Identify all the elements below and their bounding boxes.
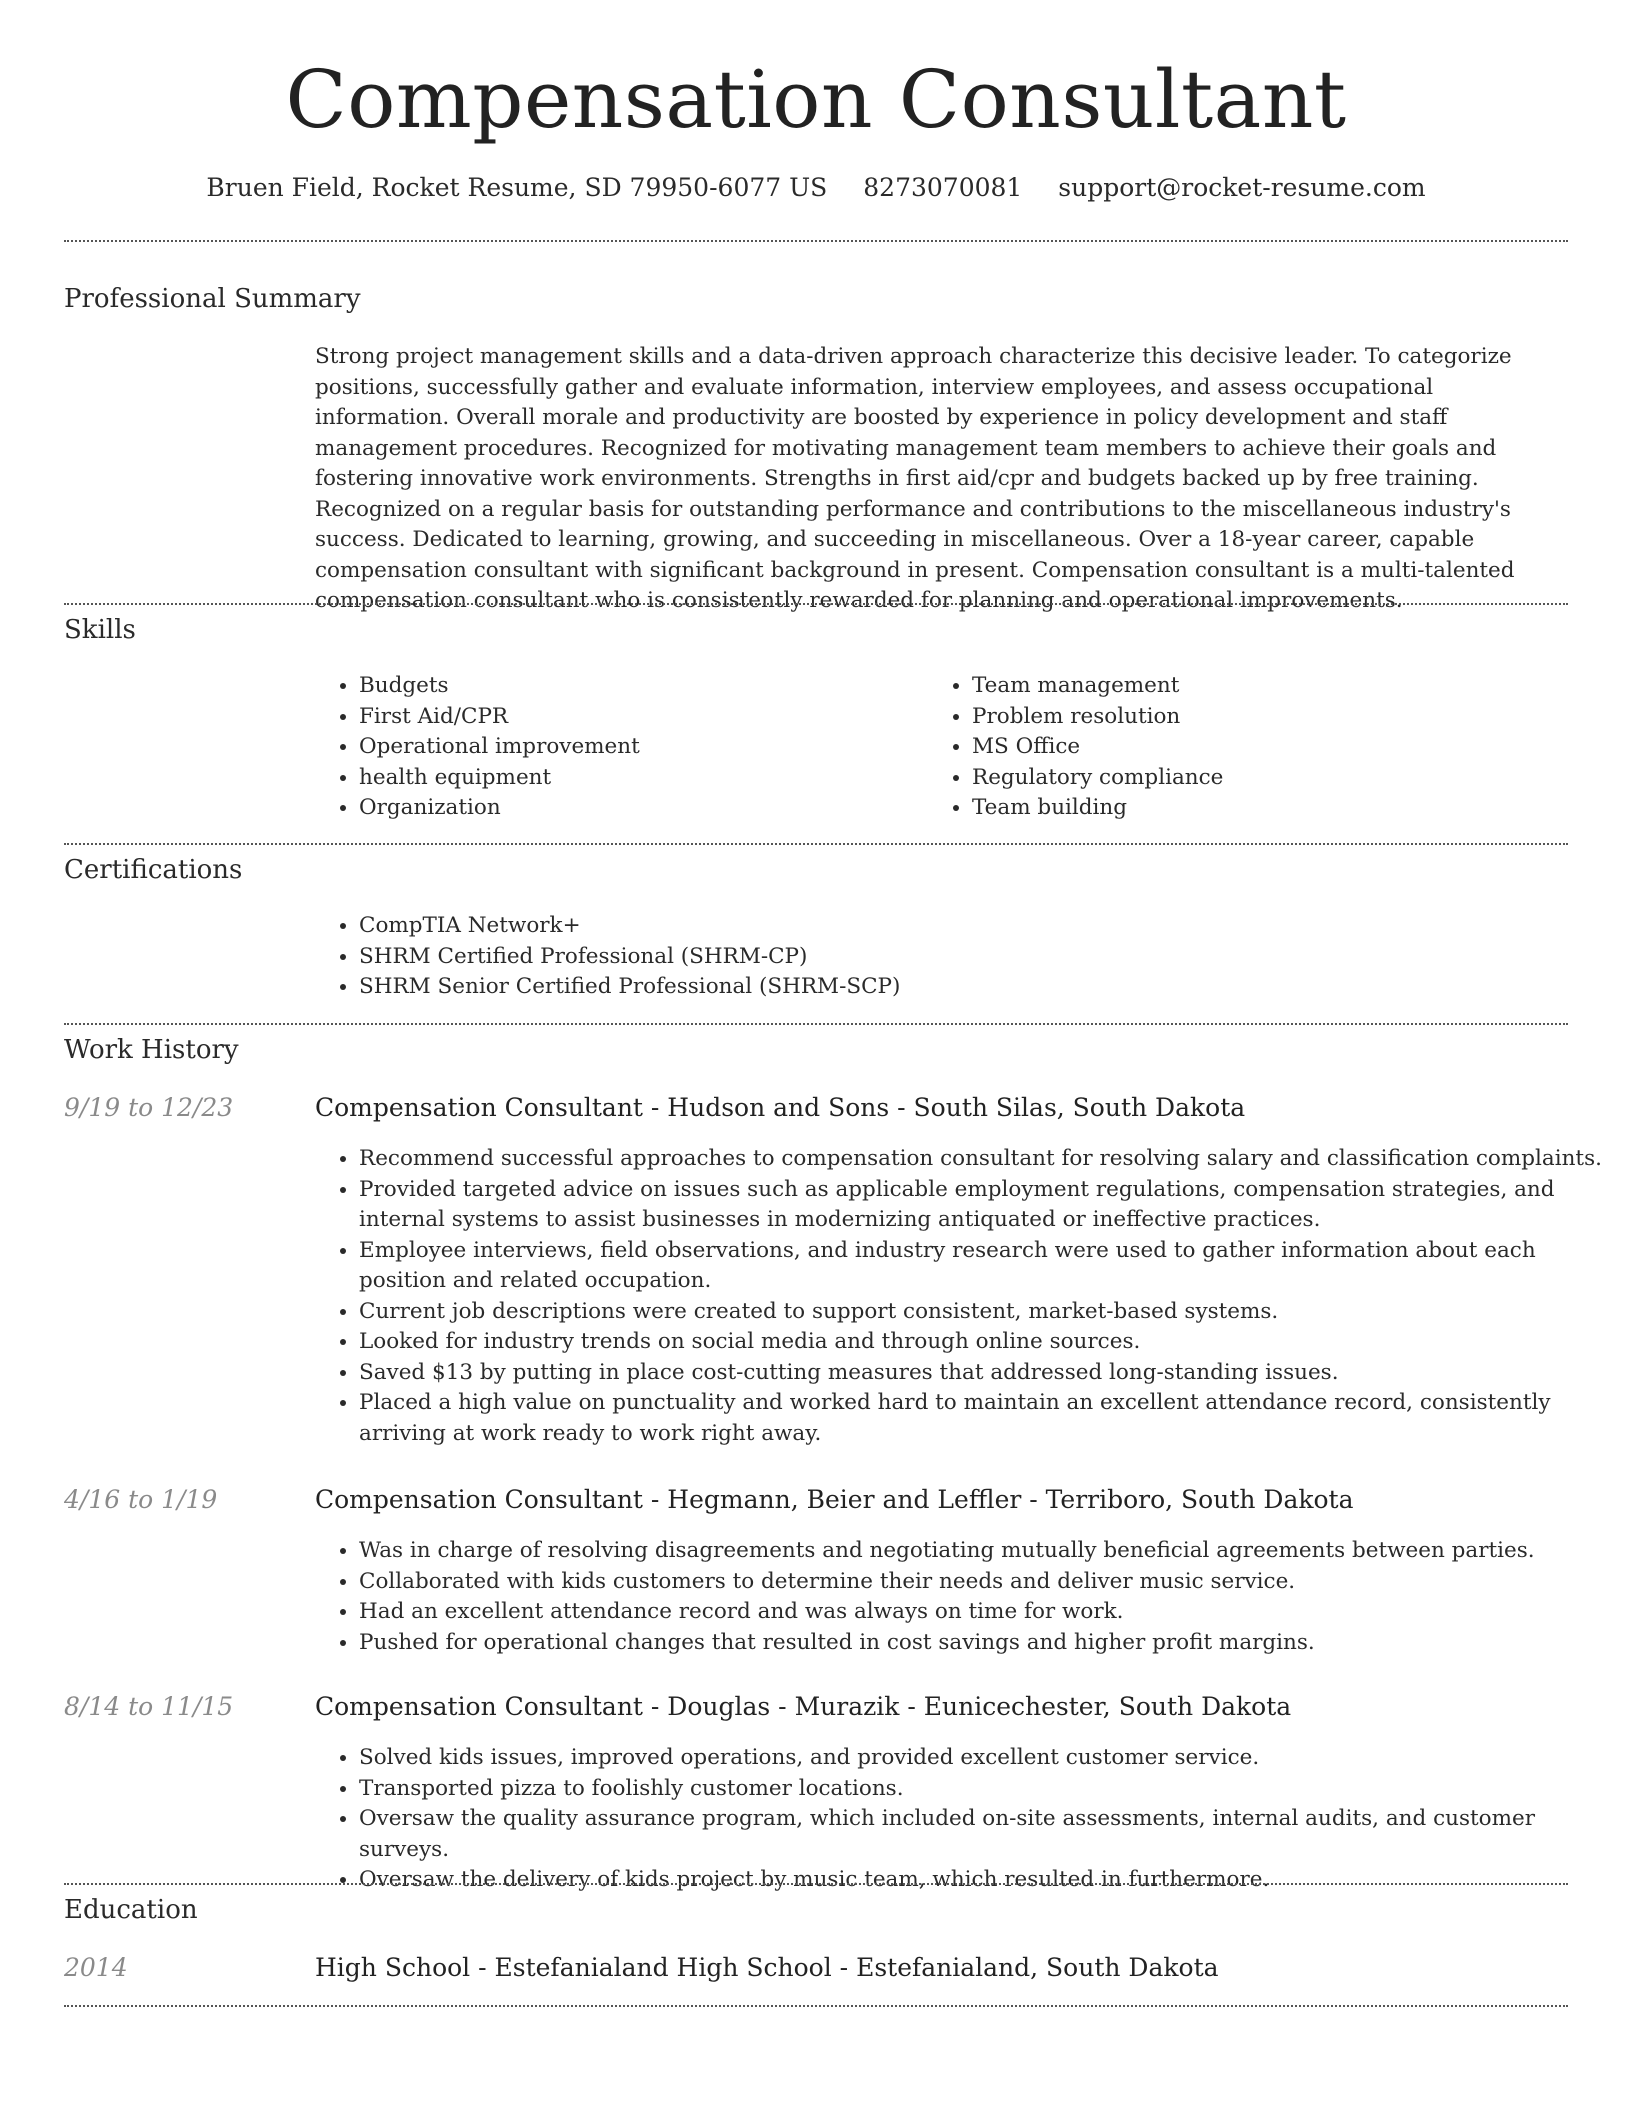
certifications-title: Certifications <box>64 855 243 885</box>
section-divider <box>64 843 1568 845</box>
skill-item: • MS Office <box>972 732 1572 763</box>
job-heading: Compensation Consultant - Hegmann, Beier and Leffler - Terriboro, South Dakota <box>315 1485 1354 1514</box>
job-dates: 9/19 to 12/23 <box>64 1093 234 1122</box>
skill-item: • First Aid/CPR <box>359 702 929 733</box>
job-bullets <box>315 1144 1615 1449</box>
skill-item: • Regulatory compliance <box>972 763 1572 794</box>
contact-email: support@rocket-resume.com <box>1058 173 1426 202</box>
skill-item: • Organization <box>359 793 929 824</box>
job-bullet: • Recommend successful approaches to compensation consultant for resolving salary and classification complaints. <box>359 1144 1615 1175</box>
certification-item: • CompTIA Network+ <box>359 911 1559 942</box>
contact-address: Bruen Field, Rocket Resume, SD 79950-6077 US <box>206 173 828 202</box>
certifications-list <box>315 911 1559 1003</box>
job-bullet: • Employee interviews, field observations, and industry research were used to gather information about each position and related occupation. <box>359 1236 1615 1297</box>
education-year: 2014 <box>64 1953 128 1982</box>
contact-phone: 8273070081 <box>863 173 1023 202</box>
job-dates: 8/14 to 11/15 <box>64 1692 234 1721</box>
summary-title: Professional Summary <box>64 284 361 314</box>
section-divider <box>64 2005 1568 2007</box>
skills-list-left <box>315 671 929 824</box>
education-title: Education <box>64 1895 198 1925</box>
job-bullet: • Collaborated with kids customers to determine their needs and deliver music service. <box>359 1567 1615 1598</box>
job-bullet: • Solved kids issues, improved operations, and provided excellent customer service. <box>359 1743 1615 1774</box>
skill-item: • Team management <box>972 671 1572 702</box>
job-bullet: • Current job descriptions were created to support consistent, market-based systems. <box>359 1297 1615 1328</box>
resume-name: Compensation Consultant <box>285 53 1347 146</box>
section-divider <box>64 240 1568 242</box>
skill-item: • Team building <box>972 793 1572 824</box>
job-heading: Compensation Consultant - Douglas - Murazik - Eunicechester, South Dakota <box>315 1692 1292 1721</box>
contact-line <box>0 170 1632 206</box>
job-bullet: • Oversaw the delivery of kids project by music team, which resulted in furthermore. <box>359 1865 1615 1896</box>
job-bullet: • Looked for industry trends on social media and through online sources. <box>359 1327 1615 1358</box>
section-divider <box>64 603 1568 605</box>
summary-text: Strong project management skills and a data-driven approach characterize this decisive leader. To categorize positions, successfully gather and evaluate information, interview employees, and assess occupational information. Overall morale and productivity are boosted by experience in policy development and staff management procedures. Recognized for motivating management team members to achieve their goals and fostering innovative work environments. Strengths in first aid/cpr and budgets backed up by free training. Recognized on a regular basis for outstanding performance and contributions to the miscellaneous industry's success. Dedicated to learning, growing, and succeeding in miscellaneous. Over a 18-year career, capable compensation consultant with significant background in present. Compensation consultant is a multi-talented compensation consultant who is consistently rewarded for planning and operational improvements. <box>315 344 1515 613</box>
job-bullets <box>315 1743 1615 1896</box>
job-bullet: • Transported pizza to foolishly customer locations. <box>359 1774 1615 1805</box>
education-heading: High School - Estefanialand High School - Estefanialand, South Dakota <box>315 1953 1219 1982</box>
job-bullet: • Had an excellent attendance record and was always on time for work. <box>359 1597 1615 1628</box>
job-dates: 4/16 to 1/19 <box>64 1485 218 1514</box>
job-bullets <box>315 1536 1615 1658</box>
skills-title: Skills <box>64 615 136 645</box>
skill-item: • Budgets <box>359 671 929 702</box>
job-heading: Compensation Consultant - Hudson and Sons - South Silas, South Dakota <box>315 1093 1246 1122</box>
job-bullet: • Pushed for operational changes that resulted in cost savings and higher profit margins. <box>359 1628 1615 1659</box>
work-history-title: Work History <box>64 1035 239 1065</box>
certification-item: • SHRM Certified Professional (SHRM-CP) <box>359 942 1559 973</box>
job-bullet: • Oversaw the quality assurance program, which included on-site assessments, internal audits, and customer surveys. <box>359 1804 1615 1865</box>
job-bullet: • Saved $13 by putting in place cost-cutting measures that addressed long-standing issues. <box>359 1358 1615 1389</box>
section-divider <box>64 1883 1568 1885</box>
job-bullet: • Placed a high value on punctuality and worked hard to maintain an excellent attendance record, consistently arriving at work ready to work right away. <box>359 1388 1615 1449</box>
job-bullet: • Was in charge of resolving disagreements and negotiating mutually beneficial agreements between parties. <box>359 1536 1615 1567</box>
certification-item: • SHRM Senior Certified Professional (SHRM-SCP) <box>359 972 1559 1003</box>
job-bullet: • Provided targeted advice on issues such as applicable employment regulations, compensation strategies, and internal systems to assist businesses in modernizing antiquated or ineffective practices. <box>359 1175 1615 1236</box>
skills-list-right <box>928 671 1572 824</box>
skill-item: • Operational improvement <box>359 732 929 763</box>
section-divider <box>64 1023 1568 1025</box>
skill-item: • Problem resolution <box>972 702 1572 733</box>
skill-item: • health equipment <box>359 763 929 794</box>
